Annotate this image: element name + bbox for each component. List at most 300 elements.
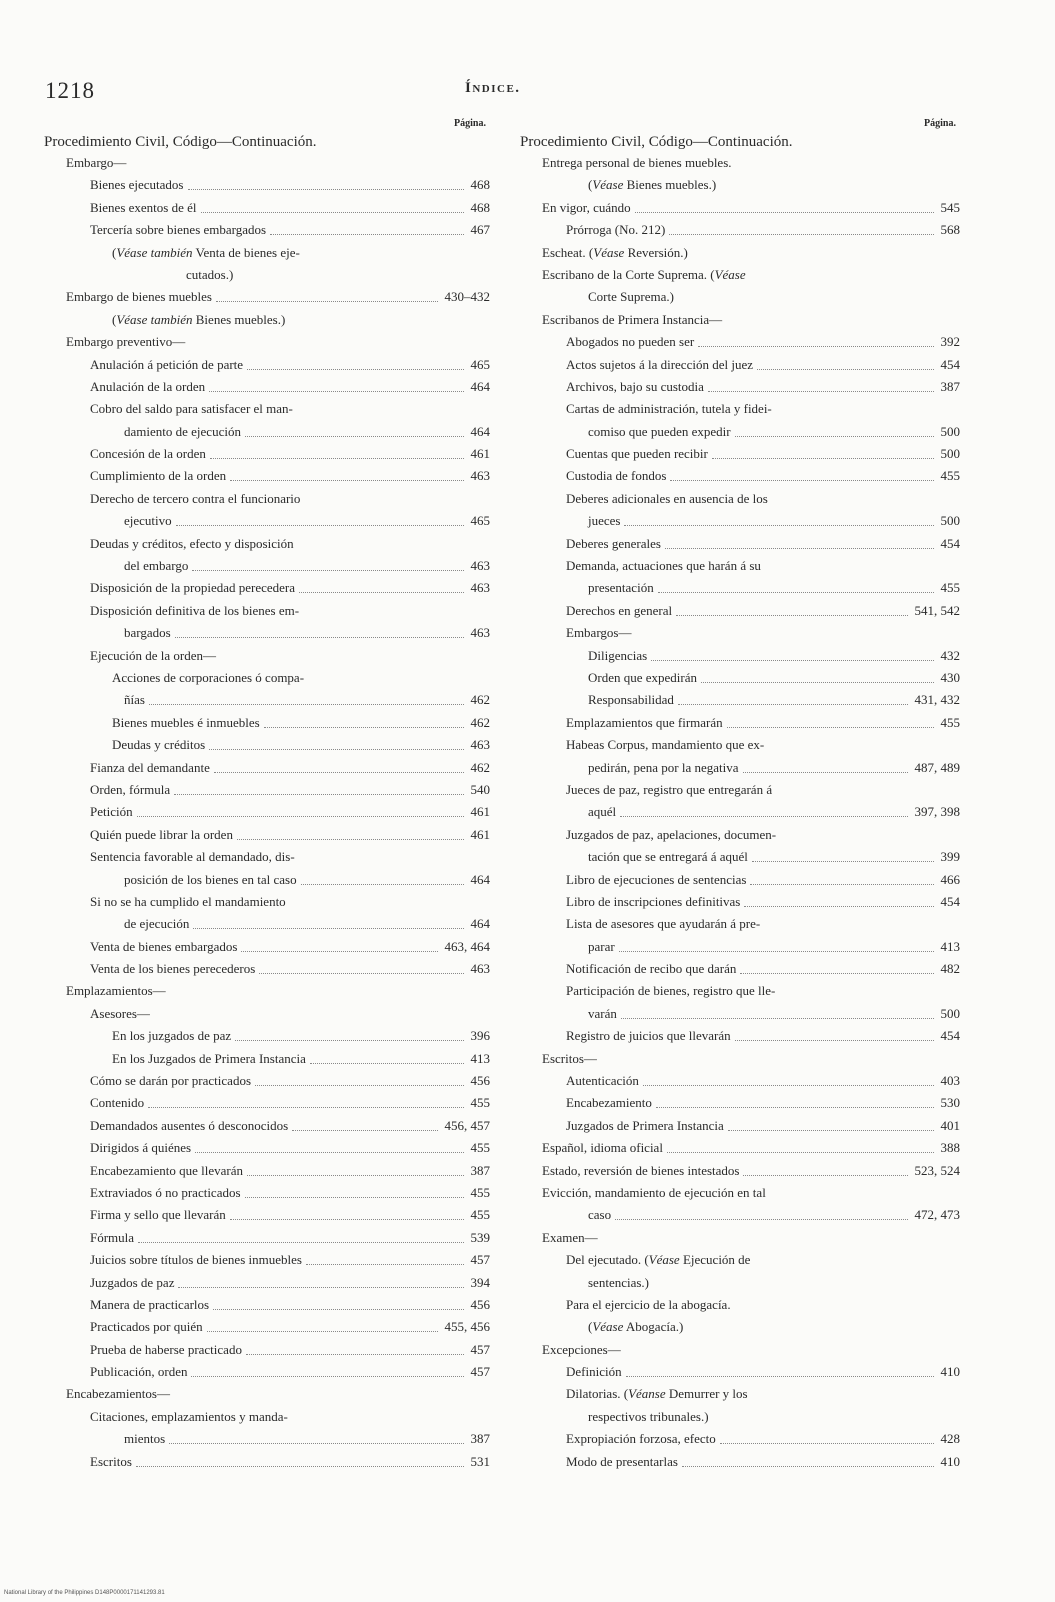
index-entry [520, 712, 960, 734]
index-entry [44, 1383, 490, 1405]
entry-text: Fórmula [90, 1229, 135, 1245]
entry-text: Autenticación [566, 1073, 639, 1089]
section-heading: Procedimiento Civil, Código—Continuación. [520, 134, 793, 150]
dot-leader [708, 391, 934, 392]
dot-leader [169, 1443, 464, 1444]
page-reference: 403 [940, 1073, 960, 1089]
index-entry [44, 197, 490, 219]
index-entry [44, 913, 490, 935]
dot-leader [728, 1130, 934, 1131]
dot-leader [175, 637, 464, 638]
page-reference: 456 [470, 1296, 490, 1312]
index-entry [44, 712, 490, 734]
index-entry [44, 1003, 490, 1025]
index-entry [520, 667, 960, 689]
entry-text: Escribanos de Primera Instancia— [542, 311, 723, 327]
index-entry [520, 757, 960, 779]
page-reference: 461 [470, 446, 490, 462]
page-reference: 461 [470, 826, 490, 842]
page-reference: 500 [940, 513, 960, 529]
index-entry [44, 846, 490, 868]
index-entry [44, 398, 490, 420]
entry-text: Disposición definitiva de los bienes em- [90, 602, 300, 618]
page-reference: 466 [940, 871, 960, 887]
entry-text: mientos [124, 1431, 166, 1447]
entry-text: Diligencias [588, 647, 648, 663]
index-entry [520, 309, 960, 331]
entry-text: Juzgados de paz, apelaciones, documen- [566, 826, 777, 842]
entry-text: En los Juzgados de Primera Instancia [112, 1050, 306, 1066]
entry-text: bargados [124, 625, 171, 641]
index-entry [520, 824, 960, 846]
index-entries [44, 152, 490, 1473]
entry-text: Estado, reversión de bienes intestados [542, 1162, 740, 1178]
entry-text: Entrega personal de bienes muebles. [542, 155, 732, 170]
entry-text: Dirigidos á quiénes [90, 1140, 192, 1156]
index-entry [44, 1160, 490, 1182]
index-entry [520, 1204, 960, 1226]
dot-leader [192, 570, 464, 571]
entry-text: Escritos [90, 1453, 132, 1469]
dot-leader [237, 839, 464, 840]
index-entry [520, 1249, 960, 1271]
index-entry [520, 197, 960, 219]
page-reference: 465 [470, 356, 490, 372]
dot-leader [178, 1287, 464, 1288]
entry-text: Cuentas que pueden recibir [566, 446, 708, 462]
entry-text: Participación de bienes, registro que lle- [566, 983, 776, 999]
page-reference: 463 [470, 737, 490, 753]
dot-leader [656, 1107, 934, 1108]
page-reference: 431, 432 [914, 692, 960, 708]
entry-text: (Véase también Venta de bienes eje- [112, 244, 300, 260]
entry-text: Encabezamientos— [66, 1386, 170, 1402]
index-entry [44, 1361, 490, 1383]
dot-leader [310, 1063, 464, 1064]
entry-text: Venta de bienes embargados [90, 938, 238, 954]
index-entry [520, 600, 960, 622]
page-reference: 472, 473 [914, 1207, 960, 1223]
entry-text: Derecho de tercero contra el funcionario [90, 490, 301, 506]
page-reference: 463, 464 [444, 938, 490, 954]
entry-text: Excepciones— [542, 1341, 621, 1357]
index-entry [520, 1115, 960, 1137]
entry-text: Embargos— [566, 625, 632, 641]
index-entry [44, 1115, 490, 1137]
index-entry [520, 242, 960, 264]
entry-text: Para el ejercicio de la abogacía. [566, 1296, 731, 1312]
index-entry [44, 779, 490, 801]
index-entry [520, 398, 960, 420]
index-entry [44, 1428, 490, 1450]
entry-text: presentación [588, 580, 654, 596]
entry-text: Sentencia favorable al demandado, dis- [90, 849, 295, 865]
index-entry [520, 689, 960, 711]
entry-text: Lista de asesores que ayudarán á pre- [566, 916, 761, 932]
index-entry [44, 1294, 490, 1316]
page-reference: 456 [470, 1073, 490, 1089]
dot-leader [301, 884, 464, 885]
index-entry [44, 354, 490, 376]
dot-leader [241, 951, 438, 952]
index-entry [44, 936, 490, 958]
page-reference: 387 [470, 1162, 490, 1178]
dot-leader [670, 480, 934, 481]
page-reference: 430–432 [444, 289, 490, 305]
dot-leader [665, 548, 934, 549]
index-entry [44, 757, 490, 779]
entry-text: Si no se ha cumplido el mandamiento [90, 893, 286, 909]
dot-leader [148, 1107, 464, 1108]
dot-leader [682, 1466, 934, 1467]
page-reference: 388 [940, 1140, 960, 1156]
entry-text: Cumplimiento de la orden [90, 468, 227, 484]
page-reference: 457 [470, 1252, 490, 1268]
index-entry [520, 622, 960, 644]
dot-leader [216, 301, 438, 302]
page-reference: 413 [470, 1050, 490, 1066]
index-entry [44, 645, 490, 667]
page-reference: 455 [940, 580, 960, 596]
dot-leader [620, 816, 908, 817]
index-entry [44, 958, 490, 980]
index-entry [520, 1003, 960, 1025]
page-reference: 399 [940, 849, 960, 865]
dot-leader [626, 1376, 934, 1377]
index-entry [520, 354, 960, 376]
index-entry [520, 1092, 960, 1114]
dot-leader [207, 1331, 438, 1332]
dot-leader [210, 458, 464, 459]
index-entry [44, 174, 490, 196]
index-entry [520, 1428, 960, 1450]
entry-text: aquél [588, 804, 617, 820]
dot-leader [188, 189, 464, 190]
page-reference: 461 [470, 804, 490, 820]
entry-text: parar [588, 938, 615, 954]
index-entry [520, 465, 960, 487]
dot-leader [651, 660, 934, 661]
entry-text: Deudas y créditos, efecto y disposición [90, 535, 294, 551]
entry-text: sentencias.) [588, 1274, 650, 1290]
entry-text: Embargo de bienes muebles [66, 289, 212, 305]
entry-text: Emplazamientos— [66, 983, 166, 999]
index-entry [44, 421, 490, 443]
index-entry [520, 376, 960, 398]
index-entry [520, 913, 960, 935]
index-entry [44, 376, 490, 398]
entry-text: Demanda, actuaciones que harán á su [566, 558, 761, 574]
index-entry [44, 577, 490, 599]
entry-text: Embargo preventivo— [66, 334, 186, 350]
pagina-label: Página. [924, 118, 956, 129]
index-entry [44, 152, 490, 174]
entry-text: Quién puede librar la orden [90, 826, 233, 842]
page-reference: 468 [470, 199, 490, 215]
entry-text: Archivos, bajo su custodia [566, 378, 704, 394]
entry-text: Cobro del saldo para satisfacer el man- [90, 401, 293, 417]
index-entry [520, 1339, 960, 1361]
entry-text: Acciones de corporaciones ó compa- [112, 669, 305, 685]
dot-leader [174, 794, 464, 795]
index-entry [44, 1406, 490, 1428]
index-entry [520, 555, 960, 577]
page-reference: 465 [470, 513, 490, 529]
page-reference: 455 [940, 468, 960, 484]
entry-text: damiento de ejecución [124, 423, 241, 439]
entry-text: varán [588, 1005, 617, 1021]
page-reference: 394 [470, 1274, 490, 1290]
index-entry [520, 510, 960, 532]
index-entry [520, 1070, 960, 1092]
entry-text: Asesores— [90, 1005, 150, 1021]
dot-leader [643, 1085, 934, 1086]
entry-text: Ejecución de la orden— [90, 647, 216, 663]
index-entry [44, 1182, 490, 1204]
dot-leader [246, 1354, 464, 1355]
entry-text: Derechos en general [566, 602, 673, 618]
entry-text: Evicción, mandamiento de ejecución en tal [542, 1184, 766, 1200]
index-entry [520, 219, 960, 241]
dot-leader [619, 951, 934, 952]
dot-leader [209, 749, 464, 750]
page-reference: 455, 456 [444, 1319, 490, 1335]
index-entry [520, 936, 960, 958]
page-reference: 455 [470, 1140, 490, 1156]
index-entry [520, 264, 960, 286]
page-reference: 531 [470, 1453, 490, 1469]
page-reference: 392 [940, 334, 960, 350]
entry-text: Firma y sello que llevarán [90, 1207, 226, 1223]
entry-text: Deberes adicionales en ausencia de los [566, 490, 768, 506]
entry-text: tación que se entregará á aquél [588, 849, 748, 865]
left-column [44, 118, 490, 1473]
page-reference: 457 [470, 1341, 490, 1357]
entry-text: Notificación de recibo que darán [566, 961, 737, 977]
entry-text: Cómo se darán por practicados [90, 1073, 252, 1089]
entry-text: Citaciones, emplazamientos y manda- [90, 1408, 288, 1424]
entry-text: Escheat. (Véase Reversión.) [542, 244, 688, 260]
entry-text: Disposición de la propiedad perecedera [90, 580, 296, 596]
entry-text: ejecutivo [124, 513, 172, 529]
index-entry [44, 510, 490, 532]
dot-leader [744, 906, 934, 907]
entry-text: Publicación, orden [90, 1364, 188, 1380]
entry-text: respectivos tribunales.) [588, 1408, 709, 1424]
index-entry [520, 869, 960, 891]
entry-text: Bienes ejecutados [90, 177, 184, 193]
index-entry [520, 1316, 960, 1338]
index-entry [520, 958, 960, 980]
entry-text: (Véase Abogacía.) [588, 1319, 684, 1335]
page-reference: 455 [470, 1207, 490, 1223]
index-entry [44, 309, 490, 331]
dot-leader [698, 346, 934, 347]
dot-leader [740, 973, 934, 974]
entry-text: comiso que pueden expedir [588, 423, 731, 439]
page-reference: 530 [940, 1095, 960, 1111]
dot-leader [149, 704, 464, 705]
entry-text: (Véase también Bienes muebles.) [112, 311, 286, 327]
index-entry [44, 465, 490, 487]
index-entry [520, 533, 960, 555]
page-reference: 462 [470, 692, 490, 708]
dot-leader [752, 861, 934, 862]
dot-leader [667, 1152, 934, 1153]
index-entry [44, 1025, 490, 1047]
entry-text: Practicados por quién [90, 1319, 203, 1335]
page-reference: 454 [940, 356, 960, 372]
dot-leader [201, 212, 464, 213]
dot-leader [624, 525, 934, 526]
page-reference: 464 [470, 423, 490, 439]
entry-text: Actos sujetos á la dirección del juez [566, 356, 753, 372]
pagina-label: Página. [454, 118, 486, 129]
index-entry [44, 286, 490, 308]
entry-text: del embargo [124, 558, 189, 574]
index-entry [520, 1227, 960, 1249]
page-reference: 464 [470, 378, 490, 394]
index-entry [520, 1361, 960, 1383]
index-entry [44, 667, 490, 689]
index-entry [520, 734, 960, 756]
entry-text: pedirán, pena por la negativa [588, 759, 739, 775]
page-reference: 462 [470, 759, 490, 775]
dot-leader [214, 772, 464, 773]
page-reference: 568 [940, 222, 960, 238]
page-reference: 487, 489 [914, 759, 960, 775]
dot-leader [735, 436, 934, 437]
page-reference: 455 [470, 1184, 490, 1200]
page-reference: 464 [470, 871, 490, 887]
dot-leader [209, 391, 464, 392]
page-reference: 463 [470, 580, 490, 596]
entry-text: Anulación á petición de parte [90, 356, 244, 372]
dot-leader [191, 1376, 464, 1377]
page-reference: 454 [940, 893, 960, 909]
index-entry [44, 219, 490, 241]
page-reference: 500 [940, 446, 960, 462]
dot-leader [264, 727, 464, 728]
page-reference: 413 [940, 938, 960, 954]
page-reference: 463 [470, 625, 490, 641]
right-column [520, 118, 960, 1473]
entry-text: Emplazamientos que firmarán [566, 714, 723, 730]
index-entry [520, 488, 960, 510]
entry-text: Libro de inscripciones definitivas [566, 893, 741, 909]
page-reference: 539 [470, 1229, 490, 1245]
entry-text: Extraviados ó no practicados [90, 1184, 241, 1200]
dot-leader [635, 212, 934, 213]
entry-text: Juicios sobre títulos de bienes inmuebles [90, 1252, 302, 1268]
entry-text: Prórroga (No. 212) [566, 222, 666, 238]
index-entry [44, 331, 490, 353]
entry-text: Cartas de administración, tutela y fidei- [566, 401, 772, 417]
index-entry [44, 824, 490, 846]
page-reference: 397, 398 [914, 804, 960, 820]
index-entry [520, 1025, 960, 1047]
page-reference: 463 [470, 961, 490, 977]
dot-leader [615, 1219, 908, 1220]
entry-text: Escritos— [542, 1050, 597, 1066]
entry-text: Abogados no pueden ser [566, 334, 695, 350]
page-reference: 387 [940, 378, 960, 394]
entry-text: de ejecución [124, 916, 190, 932]
entry-text: posición de los bienes en tal caso [124, 871, 297, 887]
dot-leader [247, 1175, 464, 1176]
page-reference: 540 [470, 781, 490, 797]
page-title: Índice. [465, 80, 521, 96]
dot-leader [299, 592, 464, 593]
dot-leader [306, 1264, 464, 1265]
entry-text: Fianza del demandante [90, 759, 210, 775]
index-entry [44, 1204, 490, 1226]
index-entry [520, 801, 960, 823]
dot-leader [743, 1175, 908, 1176]
index-entry [44, 600, 490, 622]
page-reference: 463 [470, 468, 490, 484]
page-reference: 464 [470, 916, 490, 932]
index-entry [520, 1137, 960, 1159]
entry-text: Libro de ejecuciones de sentencias [566, 871, 747, 887]
index-entry [520, 443, 960, 465]
dot-leader [255, 1085, 464, 1086]
dot-leader [230, 480, 464, 481]
entry-text: Corte Suprema.) [588, 289, 674, 305]
dot-leader [712, 458, 934, 459]
index-entry [520, 1294, 960, 1316]
dot-leader [270, 234, 464, 235]
dot-leader [750, 884, 934, 885]
entry-text: Anulación de la orden [90, 378, 206, 394]
page-reference: 455 [470, 1095, 490, 1111]
page-reference: 454 [940, 1028, 960, 1044]
index-entry [44, 264, 490, 286]
page-reference: 463 [470, 558, 490, 574]
index-entry [520, 1048, 960, 1070]
dot-leader [701, 682, 934, 683]
entry-text: Jueces de paz, registro que entregarán á [566, 781, 773, 797]
entry-text: Embargo— [66, 155, 127, 170]
page-reference: 454 [940, 535, 960, 551]
index-entry [44, 980, 490, 1002]
dot-leader [137, 816, 464, 817]
dot-leader [136, 1466, 464, 1467]
dot-leader [727, 727, 934, 728]
index-entry [44, 1092, 490, 1114]
entry-text: Español, idioma oficial [542, 1140, 663, 1156]
entry-text: Habeas Corpus, mandamiento que ex- [566, 737, 765, 753]
dot-leader [757, 369, 934, 370]
entry-text: Orden, fórmula [90, 781, 171, 797]
dot-leader [195, 1152, 464, 1153]
entry-text: Bienes muebles é inmuebles [112, 714, 260, 730]
index-entry [520, 152, 960, 174]
page-reference: 500 [940, 423, 960, 439]
page-reference: 467 [470, 222, 490, 238]
dot-leader [292, 1130, 438, 1131]
page-reference: 462 [470, 714, 490, 730]
index-entry [44, 869, 490, 891]
entry-text: Juzgados de Primera Instancia [566, 1117, 724, 1133]
index-entry [520, 846, 960, 868]
entry-text: Venta de los bienes perecederos [90, 961, 256, 977]
entry-text: Del ejecutado. (Véase Ejecución de [566, 1252, 751, 1268]
footer-credit: National Library of the Philippines D148P0000171141293.81 [4, 1590, 165, 1596]
index-entry [520, 779, 960, 801]
dot-leader [259, 973, 464, 974]
dot-leader [247, 369, 464, 370]
